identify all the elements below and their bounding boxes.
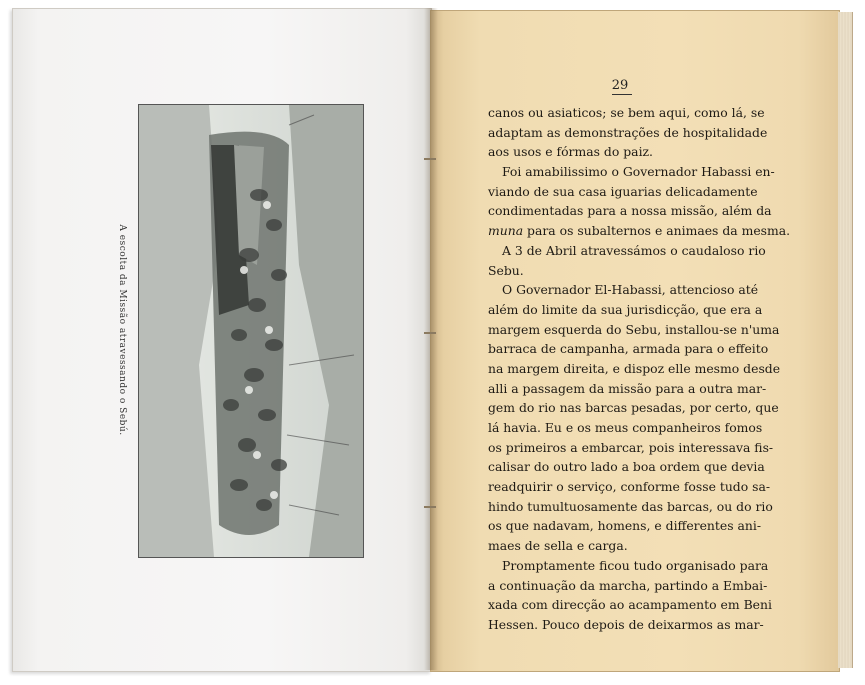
text-line: condimentadas para a nossa missão, além da [488,203,772,219]
text-line: adaptam as demonstrações de hospitalidade [488,124,768,140]
text-line: xada com direcção ao acampamento em Beni [488,597,772,613]
illustration-caption [115,100,129,560]
text-line [488,221,791,241]
italic-word: muna [488,223,524,239]
text-line: gem do rio nas barcas pesadas, por certo, que [488,400,779,416]
text-line: na margem direita, e dispoz elle mesmo desde [488,360,781,376]
text-line: hindo tumultuosamente das barcas, ou do rio [488,498,773,514]
binding-stitch [424,506,436,508]
text-line: A 3 de Abril atravessámos o caudaloso rio [502,242,766,258]
caption-text: A escolta da Missão atravessando o Sebú. [117,224,127,436]
text-line: os que nadavam, homens, e differentes ani- [488,518,762,534]
book-gutter [424,8,438,670]
text-line: além do limite da sua jurisdicção, que era a [488,301,763,317]
text-line: O Governador El-Habassi, attencioso até [502,282,759,298]
text-line: barraca de campanha, armada para o effeito [488,341,769,357]
text-line: Hessen. Pouco depois de deixarmos as mar- [488,616,764,632]
text-line: maes de sella e carga. [488,538,628,554]
text-line: margem esquerda do Sebu, installou-se n'uma [488,321,780,337]
text-line: Sebu. [488,262,524,278]
text-line: viando de sua casa iguarias delicadamente [488,183,758,199]
river-crossing-illustration [138,104,364,558]
text-line: calisar do outro lado a boa ordem que devia [488,459,765,475]
line-rest: para os subalternos e animaes da mesma. [523,223,791,239]
text-line: Foi amabilissimo o Governador Habassi en- [502,164,775,180]
text-line: readquirir o serviço, conforme fosse tudo sa- [488,479,771,495]
page-number: 29 [611,78,629,93]
illustration-image [139,105,363,557]
text-line: aos usos e fórmas do paiz. [488,144,653,160]
page-number-rule [612,94,632,95]
text-line: os primeiros a embarcar, pois interessava fis- [488,439,774,455]
binding-stitch [424,332,436,334]
body-text [488,103,791,635]
page-edges [838,12,853,668]
text-line: Promptamente ficou tudo organisado para [502,557,769,573]
binding-stitch [424,158,436,160]
text-line: canos ou asiaticos; se bem aqui, como lá, se [488,105,765,120]
text-line: a continuação da marcha, partindo a Embai- [488,577,768,593]
text-line: alli a passagem da missão para a outra mar- [488,380,767,396]
text-line: lá havia. Eu e os meus companheiros fomos [488,420,763,435]
